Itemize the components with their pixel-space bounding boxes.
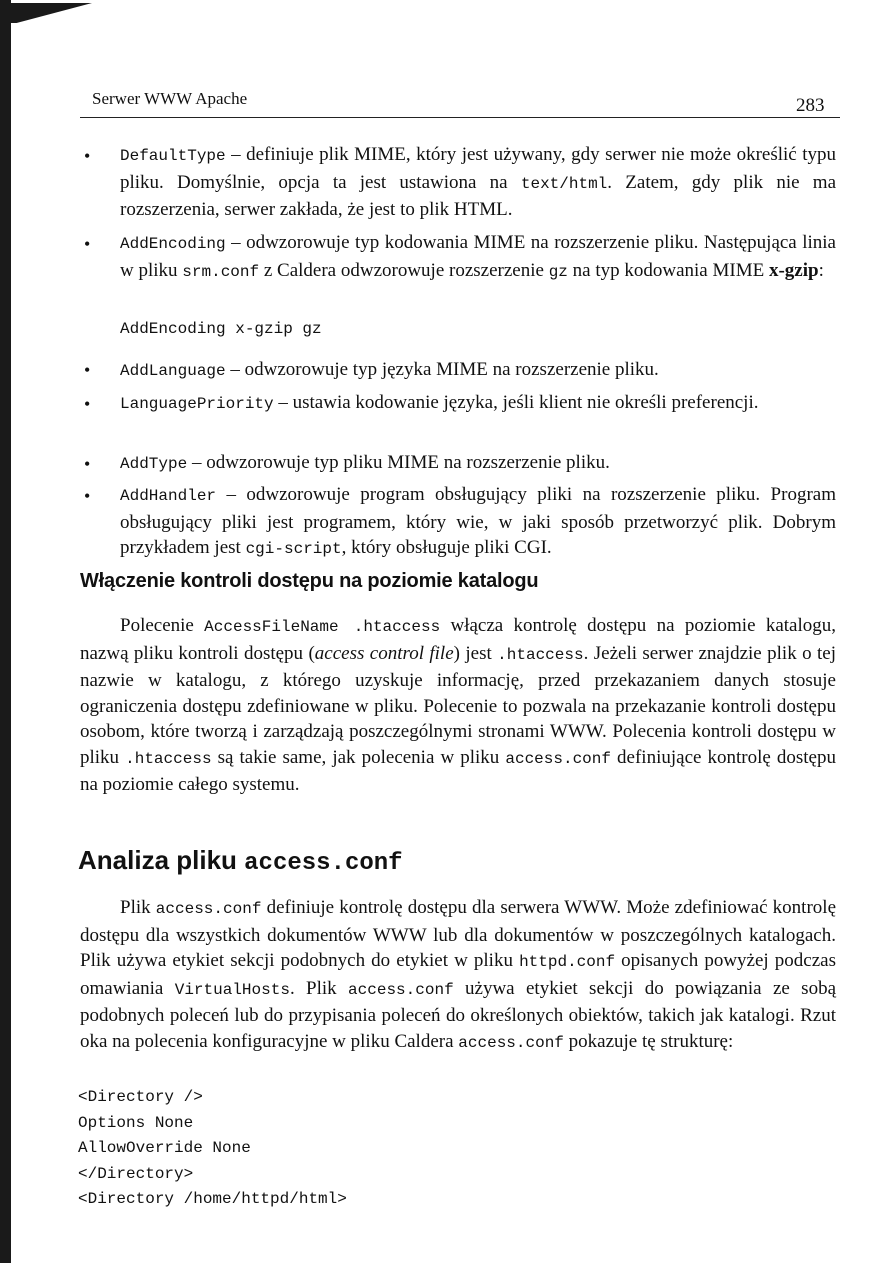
- code-term: AddType: [120, 455, 188, 473]
- chapter-heading-text: Analiza pliku: [78, 845, 245, 875]
- paragraph-text: Plik: [120, 897, 156, 918]
- binding-corner: [0, 3, 92, 23]
- bullet-marker: •: [84, 454, 91, 474]
- section-paragraph: [80, 613, 836, 798]
- paragraph-text: używa etykiet sekcji do powiązania ze sobą podobnych poleceń lub do przypisania poleceń do określonych obiektów, takich jak katalogi. Rzut oka na polecenia konfiguracyjne w pliku Caldera: [80, 977, 837, 1052]
- bullet-marker: •: [84, 146, 91, 166]
- code-term: AccessFileName .htaccess: [204, 618, 441, 636]
- paragraph-text: pokazuje tę strukturę:: [563, 1030, 734, 1052]
- code-term: access.conf: [505, 749, 611, 768]
- paragraph-text: Polecenie: [120, 615, 205, 636]
- code-term: DefaultType: [120, 147, 226, 165]
- paragraph-text: . Jeżeli serwer znajdzie plik o tej nazwie w katalogu, z którego uzyskuje informację, przed przekazaniem danych stosuje ograniczenia dostępu zdefiniowane w pliku. Polecenie to pozwala na przekazanie kontroli dostępu osobom, które tworzą i zarządzają poszczególnymi stronami WWW. Polecenia kontroli dostępu w pliku: [80, 642, 836, 768]
- list-item-text: z Caldera odwzorowuje rozszerzenie: [259, 259, 549, 281]
- section-heading: Włączenie kontroli dostępu na poziomie katalogu: [80, 570, 539, 592]
- code-term: VirtualHosts: [174, 980, 290, 999]
- binding-edge: [0, 0, 11, 1263]
- paragraph-text: włącza kontrolę dostępu na poziomie katalogu, nazwą pliku kontroli dostępu (: [80, 615, 837, 664]
- code-term: httpd.conf: [519, 953, 616, 971]
- config-code-block: [78, 1085, 347, 1213]
- code-term: access.conf: [458, 1033, 564, 1052]
- code-term: AddEncoding: [120, 235, 226, 253]
- code-term: text/html: [520, 174, 608, 193]
- bullet-marker: •: [84, 234, 91, 254]
- code-example: AddEncoding x-gzip gz: [120, 320, 322, 338]
- paragraph-text: definiujące kontrolę dostępu na poziomie całego systemu.: [80, 746, 836, 795]
- paragraph-text: definiuje kontrolę dostępu dla serwera WWW. Może zdefiniować kontrolę dostępu dla wszystkich dokumentów WWW lub dla dokumentów w poszczególnych katalogach. Plik używa etykiet sekcji podobnych do etykiet w pliku: [80, 897, 836, 971]
- running-title: Serwer WWW Apache: [92, 89, 248, 108]
- code-term: cgi-script: [245, 540, 342, 558]
- list-item-text: – definiuje plik MIME, który jest używany, gdy serwer nie może określić typu pliku. Domyślnie, opcja ta jest ustawiona na: [120, 144, 836, 193]
- list-item-text: na typ kodowania MIME: [567, 259, 769, 281]
- chapter-heading: [78, 845, 403, 877]
- bullet-marker: •: [84, 394, 91, 414]
- code-term: AddHandler: [120, 487, 217, 505]
- code-term: srm.conf: [182, 262, 260, 281]
- page-number: 283: [796, 95, 825, 116]
- code-line: Options None: [78, 1113, 194, 1132]
- list-item-text: – odwzorowuje program obsługujący pliki na rozszerzenie pliku. Program obsługujący pliki jest programem, który wie, w jaki sposób przetworzyć plik. Dobrym przykładem jest: [120, 484, 836, 558]
- list-item-addencoding: [120, 230, 836, 285]
- list-item-text: , który obsługuje pliki CGI.: [341, 537, 552, 558]
- list-item-text: :: [818, 259, 824, 281]
- code-line: <Directory /home/httpd/html>: [78, 1190, 347, 1208]
- code-line: <Directory />: [78, 1088, 203, 1106]
- code-term: .htaccess: [125, 749, 212, 768]
- list-item-text: . Zatem, gdy plik nie ma rozszerzenia, serwer zakłada, że jest to plik HTML.: [120, 171, 837, 220]
- paragraph-text: opisanych powyżej podczas omawiania: [80, 950, 836, 999]
- chapter-heading-code: access.conf: [244, 850, 403, 877]
- list-item-addlanguage: [120, 357, 836, 385]
- code-term: gz: [548, 262, 568, 281]
- bullet-marker: •: [84, 486, 91, 506]
- code-line: AllowOverride None: [78, 1139, 251, 1157]
- code-term: .htaccess: [497, 645, 584, 664]
- list-item-addtype: [120, 450, 836, 478]
- code-line: </Directory>: [78, 1164, 194, 1183]
- list-item-languagepriority: [120, 390, 836, 418]
- list-item-addhandler: [120, 482, 836, 563]
- list-item-text: – odwzorowuje typ języka MIME na rozszerzenie pliku.: [225, 359, 659, 380]
- paragraph-text: . Plik: [289, 977, 349, 999]
- list-item-defaulttype: [120, 142, 836, 223]
- bold-term: x-gzip: [768, 259, 819, 281]
- code-term: AddLanguage: [120, 362, 226, 380]
- list-item-text: – odwzorowuje typ pliku MIME na rozszerzenie pliku.: [187, 452, 610, 473]
- paragraph-text: ) jest: [453, 642, 498, 664]
- list-item-text: – odwzorowuje typ kodowania MIME na rozszerzenie pliku. Następująca linia w pliku: [120, 232, 836, 281]
- bullet-marker: •: [84, 360, 91, 380]
- italic-term: access control file: [314, 642, 454, 664]
- code-term: access.conf: [348, 980, 454, 999]
- paragraph-text: są takie same, jak polecenia w pliku: [211, 746, 506, 768]
- list-item-text: – ustawia kodowanie języka, jeśli klient nie określi preferencji.: [273, 392, 759, 413]
- chapter-paragraph: [80, 895, 836, 1056]
- code-term: LanguagePriority: [120, 395, 274, 413]
- header-rule: [80, 117, 840, 118]
- code-term: access.conf: [155, 900, 262, 918]
